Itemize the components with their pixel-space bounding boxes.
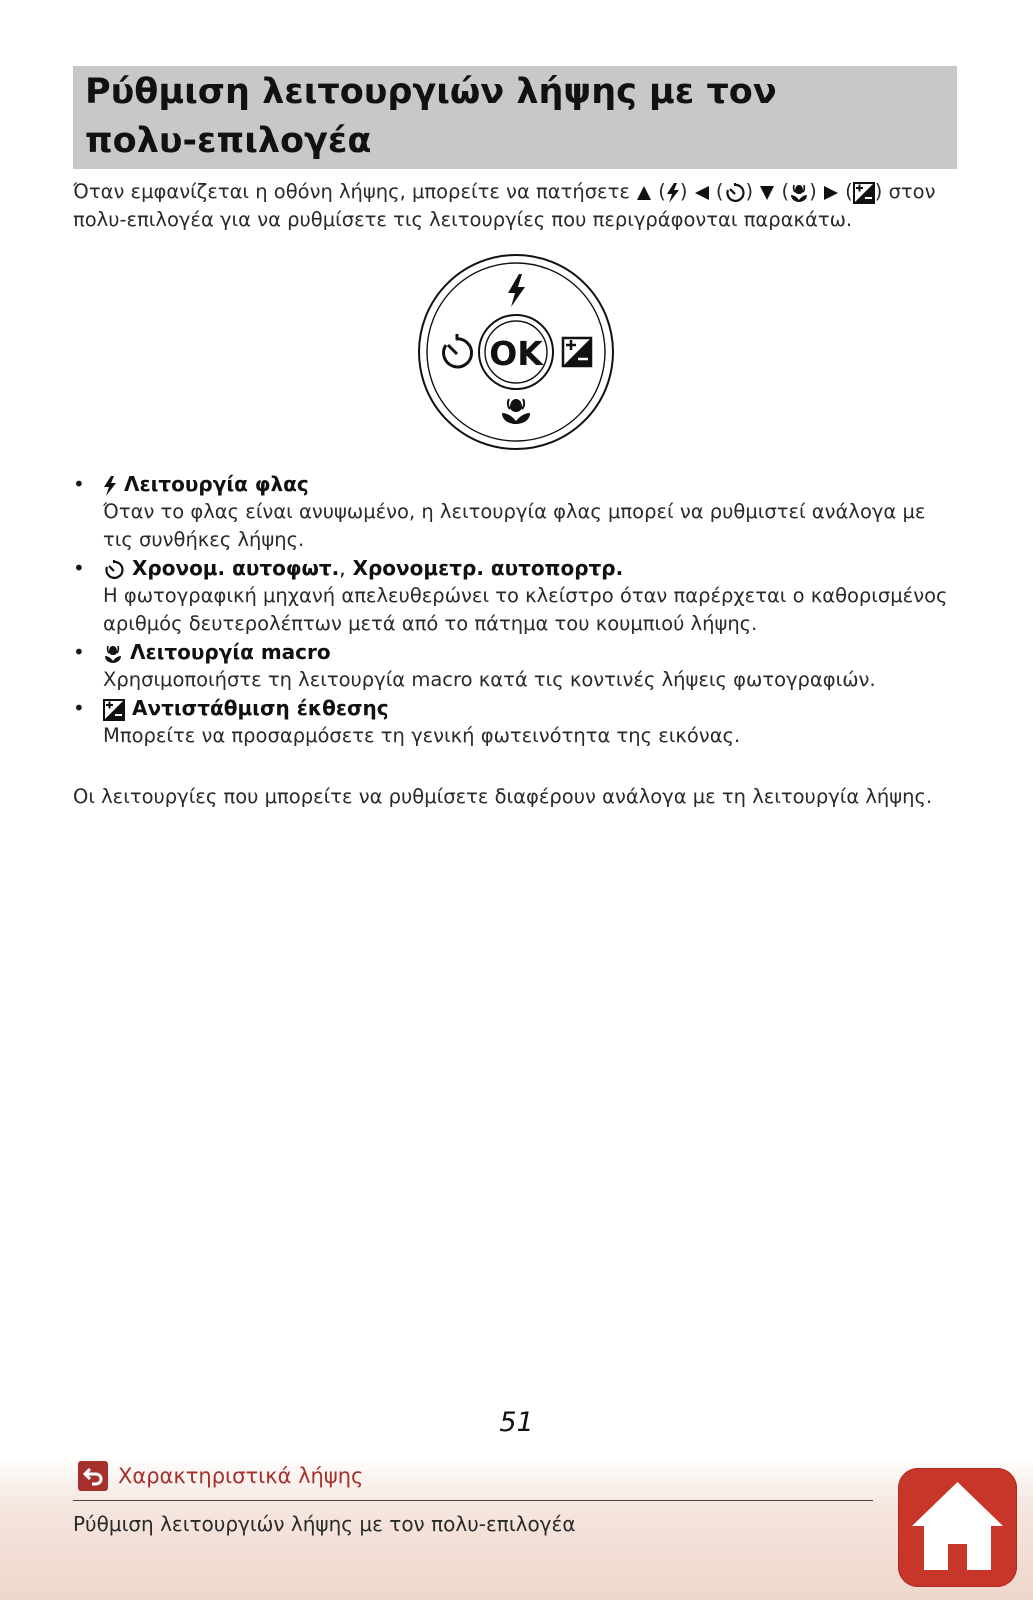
page-title-line-1: Ρύθμιση λειτουργιών λήψης με τον <box>85 72 777 112</box>
page-title <box>85 68 945 166</box>
feature-list <box>73 470 953 750</box>
bullet: • <box>73 640 85 664</box>
intro-text-part-2: στον <box>888 180 936 203</box>
home-button[interactable] <box>898 1468 1017 1587</box>
feature-title <box>103 694 953 722</box>
feature-title-text: Λειτουργία φλας <box>123 472 309 496</box>
home-icon[interactable] <box>898 1468 1017 1587</box>
intro-text-part-1: Όταν εμφανίζεται η οθόνη λήψης, μπορείτε να πατήσετε <box>73 180 630 203</box>
macro-icon <box>789 183 809 203</box>
flash-icon <box>103 476 117 496</box>
feature-item-macro <box>73 638 953 694</box>
flash-icon <box>666 183 680 203</box>
feature-title <box>103 638 953 666</box>
feature-description: Μπορείτε να προσαρμόσετε τη γενική φωτεινότητα της εικόνας. <box>103 724 741 747</box>
multi-selector-diagram <box>416 252 616 452</box>
feature-title-text: Λειτουργία macro <box>129 640 331 664</box>
breadcrumb: Ρύθμιση λειτουργιών λήψης με τον πολυ-επιλογέα <box>73 1512 576 1536</box>
arrow-down-icon <box>759 185 775 201</box>
intro-paragraph: Όταν εμφανίζεται η οθόνη λήψης, μπορείτε να πατήσετε ( ) ( ) ( ) ( ) στον πολυ-επιλογέα για να ρυθμίσετε τις λειτουργίες που περιγράφονται παρακάτω. <box>73 180 936 231</box>
footer-divider <box>73 1500 873 1501</box>
feature-title-text: Χρονομ. αυτοφωτ. <box>131 556 340 580</box>
feature-description: Όταν το φλας είναι ανυψωμένο, η λειτουργία φλας μπορεί να ρυθμιστεί ανάλογα με τις συνθήκες λήψης. <box>103 500 926 551</box>
back-link[interactable] <box>78 1460 363 1492</box>
page-title-bar <box>73 66 957 169</box>
feature-item-self-timer <box>73 554 953 638</box>
ok-button-label: OK <box>489 334 543 373</box>
feature-description: Χρησιμοποιήστε τη λειτουργία macro κατά τις κοντινές λήψεις φωτογραφιών. <box>103 668 876 691</box>
page-number: 51 <box>499 1407 534 1438</box>
back-link-label[interactable]: Χαρακτηριστικά λήψης <box>118 1464 364 1488</box>
bullet: • <box>73 556 85 580</box>
note-paragraph: Οι λειτουργίες που μπορείτε να ρυθμίσετε διαφέρουν ανάλογα με τη λειτουργία λήψης. <box>73 785 933 808</box>
bullet: • <box>73 472 85 496</box>
diagram-exposure-compensation-icon <box>563 338 591 366</box>
self-timer-icon <box>103 559 125 581</box>
exposure-compensation-icon <box>103 699 125 721</box>
feature-title <box>103 554 953 582</box>
arrow-right-icon <box>823 185 839 201</box>
exposure-compensation-icon <box>853 182 875 204</box>
feature-item-exposure-compensation <box>73 694 953 750</box>
arrow-left-icon <box>694 185 710 201</box>
feature-title <box>103 470 953 498</box>
arrow-up-icon <box>636 185 652 201</box>
feature-description: Η φωτογραφική μηχανή απελευθερώνει το κλείστρο όταν παρέρχεται ο καθορισμένος αριθμός δευτερολέπτων μετά από το πάτημα του κουμπιού λήψης. <box>103 584 948 635</box>
feature-title-text-2: Χρονομετρ. αυτοπορτρ. <box>352 556 624 580</box>
macro-icon <box>103 644 123 664</box>
back-arrow-icon[interactable] <box>78 1461 108 1491</box>
bullet: • <box>73 696 85 720</box>
page-title-line-2: πολυ-επιλογέα <box>85 121 372 161</box>
feature-title-text: Αντιστάθμιση έκθεσης <box>131 696 389 720</box>
title-separator: , <box>339 556 346 580</box>
self-timer-icon <box>724 182 746 204</box>
intro-text-line-2: πολυ-επιλογέα για να ρυθμίσετε τις λειτουργίες που περιγράφονται παρακάτω. <box>73 208 853 231</box>
feature-item-flash <box>73 470 953 554</box>
